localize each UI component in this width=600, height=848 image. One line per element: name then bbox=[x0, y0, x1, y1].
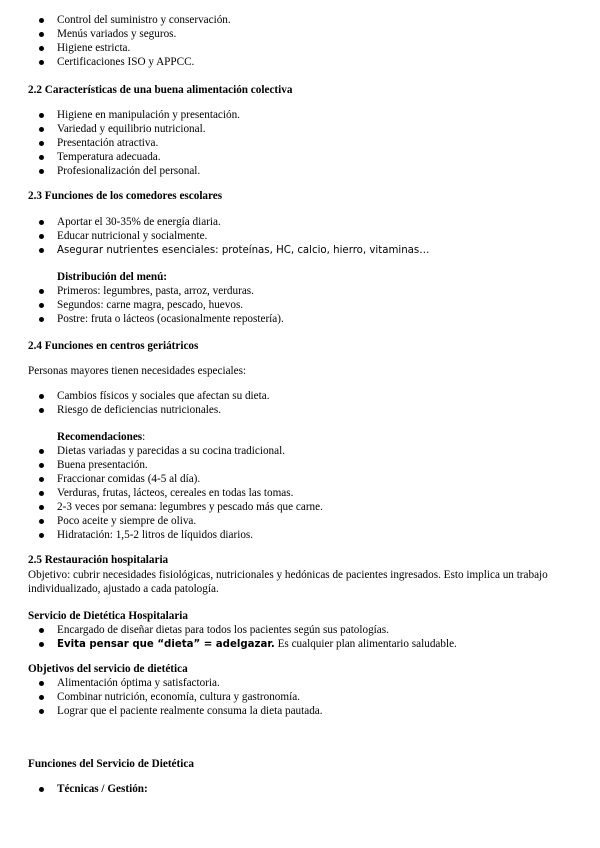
bullet-icon bbox=[39, 463, 44, 468]
bullet-icon bbox=[39, 317, 44, 322]
bullet-icon bbox=[39, 533, 44, 538]
list-item: Profesionalización del personal. bbox=[0, 164, 600, 178]
bullet-icon bbox=[39, 169, 44, 174]
list-s22 bbox=[0, 108, 600, 178]
section-heading-2-3: 2.3 Funciones de los comedores escolares bbox=[28, 190, 223, 202]
list-item: Alimentación óptima y satisfactoria. bbox=[0, 676, 600, 690]
list-item: 2-3 veces por semana: legumbres y pescado más que carne. bbox=[0, 500, 600, 514]
bullet-icon bbox=[39, 394, 44, 399]
list-item: Técnicas / Gestión: bbox=[0, 782, 600, 796]
list-item: Control del suministro y conservación. bbox=[0, 13, 600, 27]
list-item: Higiene estricta. bbox=[0, 41, 600, 55]
bullet-icon bbox=[39, 113, 44, 118]
list-item: Educar nutricional y socialmente. bbox=[0, 229, 600, 243]
list-item: Evita pensar que “dieta” = adelgazar. Es cualquier plan alimentario saludable. bbox=[0, 637, 600, 651]
list-item: Cambios físicos y sociales que afectan su dieta. bbox=[0, 389, 600, 403]
objectives-heading: Objetivos del servicio de dietética bbox=[28, 663, 188, 675]
list-sdh bbox=[0, 623, 600, 651]
list-recommendations bbox=[0, 444, 600, 542]
sdh-heading: Servicio de Dietética Hospitalaria bbox=[28, 610, 189, 622]
bullet-icon bbox=[39, 491, 44, 496]
s25-objective: Objetivo: cubrir necesidades fisiológicas, nutricionales y hedónicas de pacientes ingresados. Esto implica un trabajo individualizado, ajustado a cada patología. bbox=[28, 569, 548, 595]
bullet-icon bbox=[39, 289, 44, 294]
list-item: Combinar nutrición, economía, cultura y gastronomía. bbox=[0, 690, 600, 704]
list-item: Postre: fruta o lácteos (ocasionalmente repostería). bbox=[0, 312, 600, 326]
bullet-icon bbox=[39, 155, 44, 160]
list-item: Certificaciones ISO y APPCC. bbox=[0, 55, 600, 69]
bullet-icon bbox=[39, 303, 44, 308]
functions-heading: Funciones del Servicio de Dietética bbox=[28, 758, 194, 770]
list-s23 bbox=[0, 215, 600, 257]
bullet-icon bbox=[39, 505, 44, 510]
bullet-icon bbox=[39, 46, 44, 51]
list-item: Aportar el 30-35% de energía diaria. bbox=[0, 215, 600, 229]
bullet-icon bbox=[39, 477, 44, 482]
list-item: Verduras, frutas, lácteos, cereales en todas las tomas. bbox=[0, 486, 600, 500]
bullet-icon bbox=[39, 695, 44, 700]
section-heading-2-4: 2.4 Funciones en centros geriátricos bbox=[28, 340, 199, 352]
bullet-icon bbox=[39, 248, 44, 253]
bullet-icon bbox=[39, 642, 44, 647]
list-item: Variedad y equilibrio nutricional. bbox=[0, 122, 600, 136]
list-item: Asegurar nutrientes esenciales: proteínas, HC, calcio, hierro, vitaminas… bbox=[0, 243, 600, 257]
list-item: Lograr que el paciente realmente consuma la dieta pautada. bbox=[0, 704, 600, 718]
list-functions bbox=[0, 782, 600, 796]
list-item: Encargado de diseñar dietas para todos los pacientes según sus patologías. bbox=[0, 623, 600, 637]
section-heading-2-2: 2.2 Características de una buena alimentación colectiva bbox=[28, 84, 293, 96]
list-item: Dietas variadas y parecidas a su cocina tradicional. bbox=[0, 444, 600, 458]
bullet-icon bbox=[39, 234, 44, 239]
bullet-icon bbox=[39, 449, 44, 454]
bullet-icon bbox=[39, 32, 44, 37]
section-heading-2-5: 2.5 Restauración hospitalaria bbox=[28, 554, 169, 566]
bullet-icon bbox=[39, 628, 44, 633]
list-item: Menús variados y seguros. bbox=[0, 27, 600, 41]
bullet-icon bbox=[39, 127, 44, 132]
list-item: Higiene en manipulación y presentación. bbox=[0, 108, 600, 122]
list-menu bbox=[0, 284, 600, 326]
list-item: Hidratación: 1,5-2 litros de líquidos diarios. bbox=[0, 528, 600, 542]
bullet-icon bbox=[39, 408, 44, 413]
bullet-icon bbox=[39, 709, 44, 714]
list-item: Fraccionar comidas (4-5 al día). bbox=[0, 472, 600, 486]
list-item: Segundos: carne magra, pescado, huevos. bbox=[0, 298, 600, 312]
bullet-icon bbox=[39, 220, 44, 225]
bullet-icon bbox=[39, 141, 44, 146]
recommendations-subheading: Recomendaciones: bbox=[57, 431, 146, 443]
bullet-icon bbox=[39, 18, 44, 23]
bullet-icon bbox=[39, 681, 44, 686]
list-item: Riesgo de deficiencias nutricionales. bbox=[0, 403, 600, 417]
bullet-icon bbox=[39, 519, 44, 524]
s24-intro: Personas mayores tienen necesidades especiales: bbox=[28, 365, 247, 377]
list-top bbox=[0, 13, 600, 69]
bullet-icon bbox=[39, 60, 44, 65]
list-item: Poco aceite y siempre de oliva. bbox=[0, 514, 600, 528]
list-s24 bbox=[0, 389, 600, 417]
list-item: Temperatura adecuada. bbox=[0, 150, 600, 164]
list-item: Presentación atractiva. bbox=[0, 136, 600, 150]
list-objectives bbox=[0, 676, 600, 718]
menu-subheading: Distribución del menú: bbox=[57, 271, 168, 283]
list-item: Primeros: legumbres, pasta, arroz, verduras. bbox=[0, 284, 600, 298]
bullet-icon bbox=[39, 787, 44, 792]
list-item: Buena presentación. bbox=[0, 458, 600, 472]
